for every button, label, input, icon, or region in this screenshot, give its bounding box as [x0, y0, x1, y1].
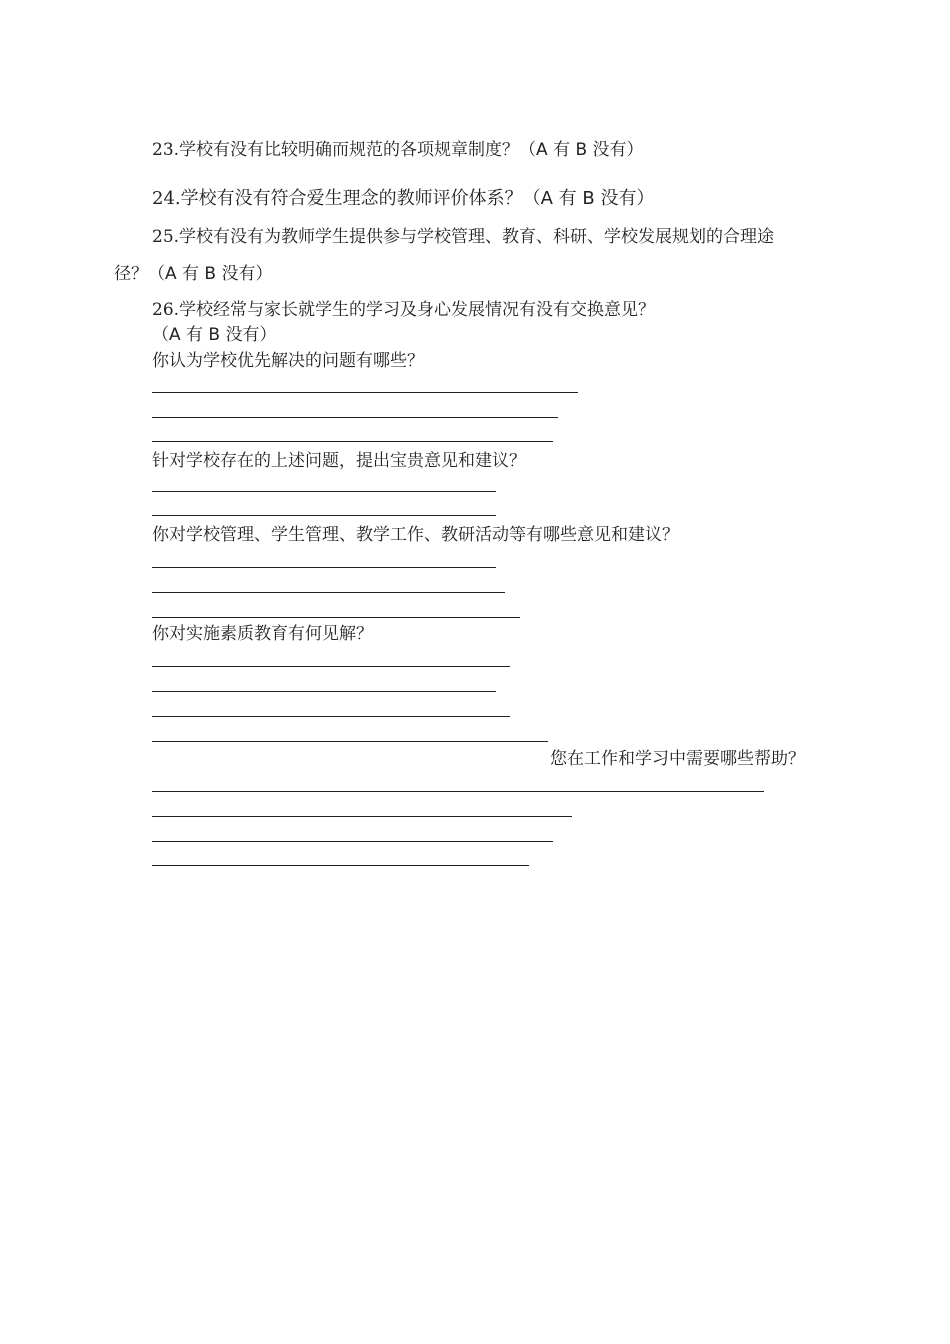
answer-line[interactable] [152, 716, 510, 717]
prompt-quality-education: 你对实施素质教育有何见解？ [152, 624, 373, 644]
question-25-line1: 25.学校有没有为教师学生提供参与学校管理、教育、科研、学校发展规划的合理途 [152, 227, 775, 247]
answer-line[interactable] [152, 441, 553, 442]
question-23-text: 23.学校有没有比较明确而规范的各项规章制度？ [152, 140, 520, 160]
answer-line[interactable] [152, 491, 496, 492]
prompt-management-opinions: 你对学校管理、学生管理、教学工作、教研活动等有哪些意见和建议？ [152, 525, 679, 545]
question-25-line2-text: 径？ [114, 264, 148, 284]
prompt-help-needed: 您在工作和学习中需要哪些帮助？ [550, 749, 805, 769]
answer-line[interactable] [152, 515, 496, 516]
answer-line[interactable] [152, 567, 496, 568]
answer-line[interactable] [152, 691, 496, 692]
question-26: 26.学校经常与家长就学生的学习及身心发展情况有没有交换意见？ [152, 300, 656, 320]
question-24-options: （A 有 B 没有） [522, 188, 655, 209]
answer-line[interactable] [152, 865, 529, 866]
question-23-options: （A 有 B 没有） [519, 140, 644, 160]
question-26-options: （A 有 B 没有） [152, 325, 277, 345]
answer-line[interactable] [152, 592, 505, 593]
question-24 [152, 189, 654, 209]
answer-line[interactable] [152, 392, 578, 393]
answer-line[interactable] [152, 816, 572, 817]
prompt-priority-issues: 你认为学校优先解决的问题有哪些？ [152, 351, 424, 371]
question-25-line2 [114, 264, 273, 284]
question-23 [152, 140, 644, 160]
answer-line[interactable] [152, 617, 520, 618]
prompt-suggestions: 针对学校存在的上述问题，提出宝贵意见和建议？ [152, 451, 526, 471]
answer-line[interactable] [152, 791, 764, 792]
question-25-options: （A 有 B 没有） [148, 264, 273, 284]
answer-line[interactable] [152, 741, 548, 742]
answer-line[interactable] [152, 666, 510, 667]
answer-line[interactable] [152, 417, 558, 418]
answer-line[interactable] [152, 841, 553, 842]
question-24-text: 24.学校有没有符合爱生理念的教师评价体系？ [152, 188, 523, 209]
